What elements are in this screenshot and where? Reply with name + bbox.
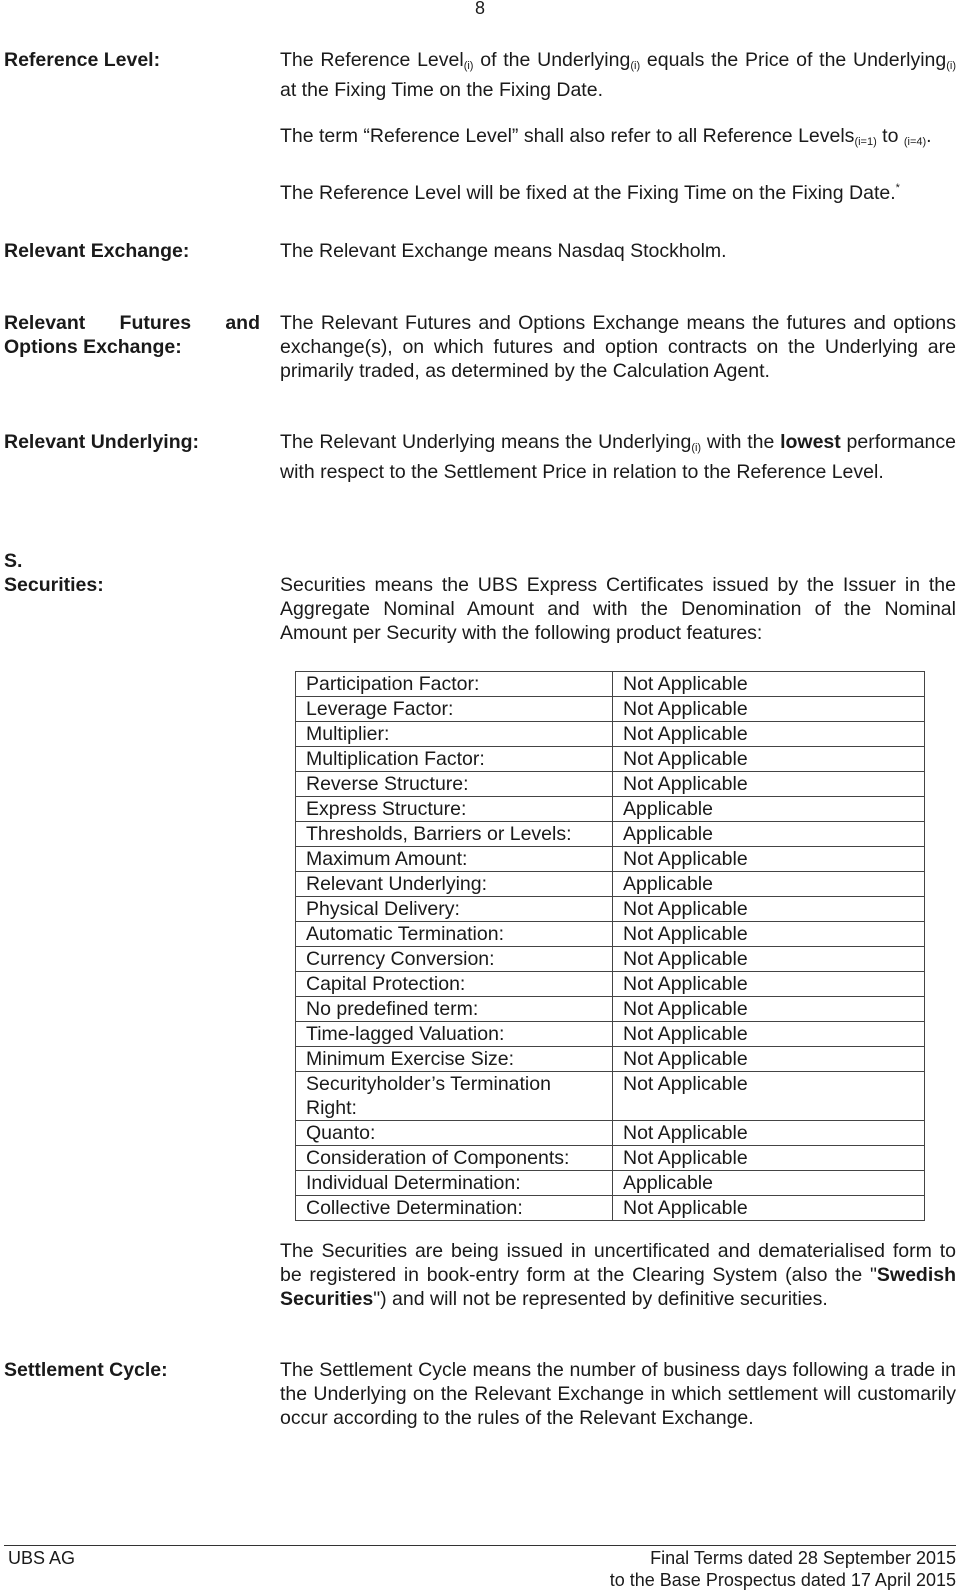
feature-value: Not Applicable — [613, 697, 925, 722]
feature-row — [296, 772, 925, 797]
feature-label: Multiplication Factor: — [296, 747, 613, 772]
term-relevant-futures-line-1: Relevant Futures and — [4, 312, 260, 334]
feature-row — [296, 1072, 925, 1121]
feature-value: Not Applicable — [613, 997, 925, 1022]
feature-label: Minimum Exercise Size: — [296, 1047, 613, 1072]
feature-label: No predefined term: — [296, 997, 613, 1022]
footer-dates — [610, 1547, 956, 1591]
feature-row — [296, 922, 925, 947]
feature-value: Not Applicable — [613, 722, 925, 747]
feature-row — [296, 947, 925, 972]
feature-row — [296, 847, 925, 872]
feature-value: Not Applicable — [613, 897, 925, 922]
relevant-underlying-description: The Relevant Underlying means the Underlying$_{(i)}$ with the lowest performance with respect to the Settlement Price in relation to the Reference Level. — [280, 431, 956, 483]
feature-value: Not Applicable — [613, 847, 925, 872]
footer-issuer: UBS AG — [8, 1548, 76, 1568]
feature-label: Securityholder’s Termination Right: — [296, 1072, 613, 1121]
settlement-cycle-description: The Settlement Cycle means the number of business days following a trade in the Underlying on the Relevant Exchange in which settlement will customarily occur according to the rules of the Relevant Exchange. — [280, 1359, 956, 1429]
feature-label: Physical Delivery: — [296, 897, 613, 922]
feature-value: Not Applicable — [613, 747, 925, 772]
feature-label: Collective Determination: — [296, 1196, 613, 1221]
reference-level-paragraph-2: The term “Reference Level” shall also refer to all Reference Levels$_{(i=1)}$ to $_{(i=4)}$. — [280, 125, 932, 148]
feature-label: Automatic Termination: — [296, 922, 613, 947]
feature-label: Maximum Amount: — [296, 847, 613, 872]
securities-description: Securities means the UBS Express Certificates issued by the Issuer in the Aggregate Nominal Amount and with the Denomination of the Nominal Amount per Security with the following product features: — [280, 574, 956, 644]
feature-value: Applicable — [613, 822, 925, 847]
feature-row — [296, 697, 925, 722]
feature-value: Not Applicable — [613, 1072, 925, 1121]
feature-row — [296, 1022, 925, 1047]
feature-label: Individual Determination: — [296, 1171, 613, 1196]
feature-label: Reverse Structure: — [296, 772, 613, 797]
feature-value: Applicable — [613, 872, 925, 897]
feature-row — [296, 1146, 925, 1171]
feature-label: Participation Factor: — [296, 672, 613, 697]
relevant-exchange-description: The Relevant Exchange means Nasdaq Stockholm. — [280, 240, 727, 262]
feature-row — [296, 997, 925, 1022]
footer-base-prospectus: to the Base Prospectus dated 17 April 2015 — [609, 1570, 956, 1590]
feature-label: Currency Conversion: — [296, 947, 613, 972]
feature-row — [296, 722, 925, 747]
feature-value: Not Applicable — [613, 1047, 925, 1072]
feature-value: Not Applicable — [613, 772, 925, 797]
term-relevant-exchange: Relevant Exchange: — [4, 240, 190, 262]
feature-row — [296, 897, 925, 922]
reference-level-paragraph-1: The Reference Level$_{(i)}$ of the Underlying$_{(i)}$ equals the Price of the Underlying$_{(i)}$ at the Fixing Time on the Fixing Date. — [280, 49, 957, 101]
feature-row — [296, 747, 925, 772]
feature-label: Time-lagged Valuation: — [296, 1022, 613, 1047]
feature-label: Relevant Underlying: — [296, 872, 613, 897]
feature-label: Quanto: — [296, 1121, 613, 1146]
term-relevant-underlying: Relevant Underlying: — [4, 431, 200, 453]
term-reference-level: Reference Level: — [4, 49, 161, 71]
feature-row — [296, 972, 925, 997]
footer-final-terms: Final Terms dated 28 September 2015 — [650, 1548, 956, 1568]
feature-row — [296, 1121, 925, 1146]
feature-label: Consideration of Components: — [296, 1146, 613, 1171]
feature-value: Not Applicable — [613, 947, 925, 972]
feature-value: Not Applicable — [613, 1022, 925, 1047]
feature-label: Express Structure: — [296, 797, 613, 822]
feature-value: Applicable — [613, 1171, 925, 1196]
feature-row — [296, 872, 925, 897]
reference-level-paragraph-3: The Reference Level will be fixed at the Fixing Time on the Fixing Date.* — [280, 182, 900, 204]
term-settlement-cycle: Settlement Cycle: — [4, 1359, 168, 1381]
feature-value: Not Applicable — [613, 922, 925, 947]
product-features-table — [295, 671, 925, 1221]
term-securities: Securities: — [4, 574, 104, 596]
feature-value: Applicable — [613, 797, 925, 822]
securities-closing-paragraph: The Securities are being issued in uncertificated and dematerialised form to be registered in book-entry form at the Clearing System (also the "Swedish Securities") and will not be represented by definitive securities. — [280, 1240, 956, 1310]
relevant-futures-description: The Relevant Futures and Options Exchange means the futures and options exchange(s), on which futures and option contracts on the Underlying are primarily traded, as determined by the Calculation Agent. — [280, 312, 956, 382]
page-number: 8 — [474, 0, 485, 18]
feature-row — [296, 672, 925, 697]
feature-row — [296, 822, 925, 847]
section-letter: S. — [4, 550, 23, 572]
feature-label: Capital Protection: — [296, 972, 613, 997]
feature-row — [296, 1047, 925, 1072]
feature-value: Not Applicable — [613, 1146, 925, 1171]
feature-row — [296, 797, 925, 822]
feature-value: Not Applicable — [613, 1196, 925, 1221]
feature-label: Multiplier: — [296, 722, 613, 747]
feature-label: Thresholds, Barriers or Levels: — [296, 822, 613, 847]
feature-value: Not Applicable — [613, 1121, 925, 1146]
feature-value: Not Applicable — [613, 672, 925, 697]
term-relevant-futures-line-2: Options Exchange: — [4, 336, 182, 358]
feature-value: Not Applicable — [613, 972, 925, 997]
feature-row — [296, 1171, 925, 1196]
feature-row — [296, 1196, 925, 1221]
footer-divider — [4, 1545, 956, 1546]
feature-label: Leverage Factor: — [296, 697, 613, 722]
reference-level-description — [280, 48, 956, 205]
